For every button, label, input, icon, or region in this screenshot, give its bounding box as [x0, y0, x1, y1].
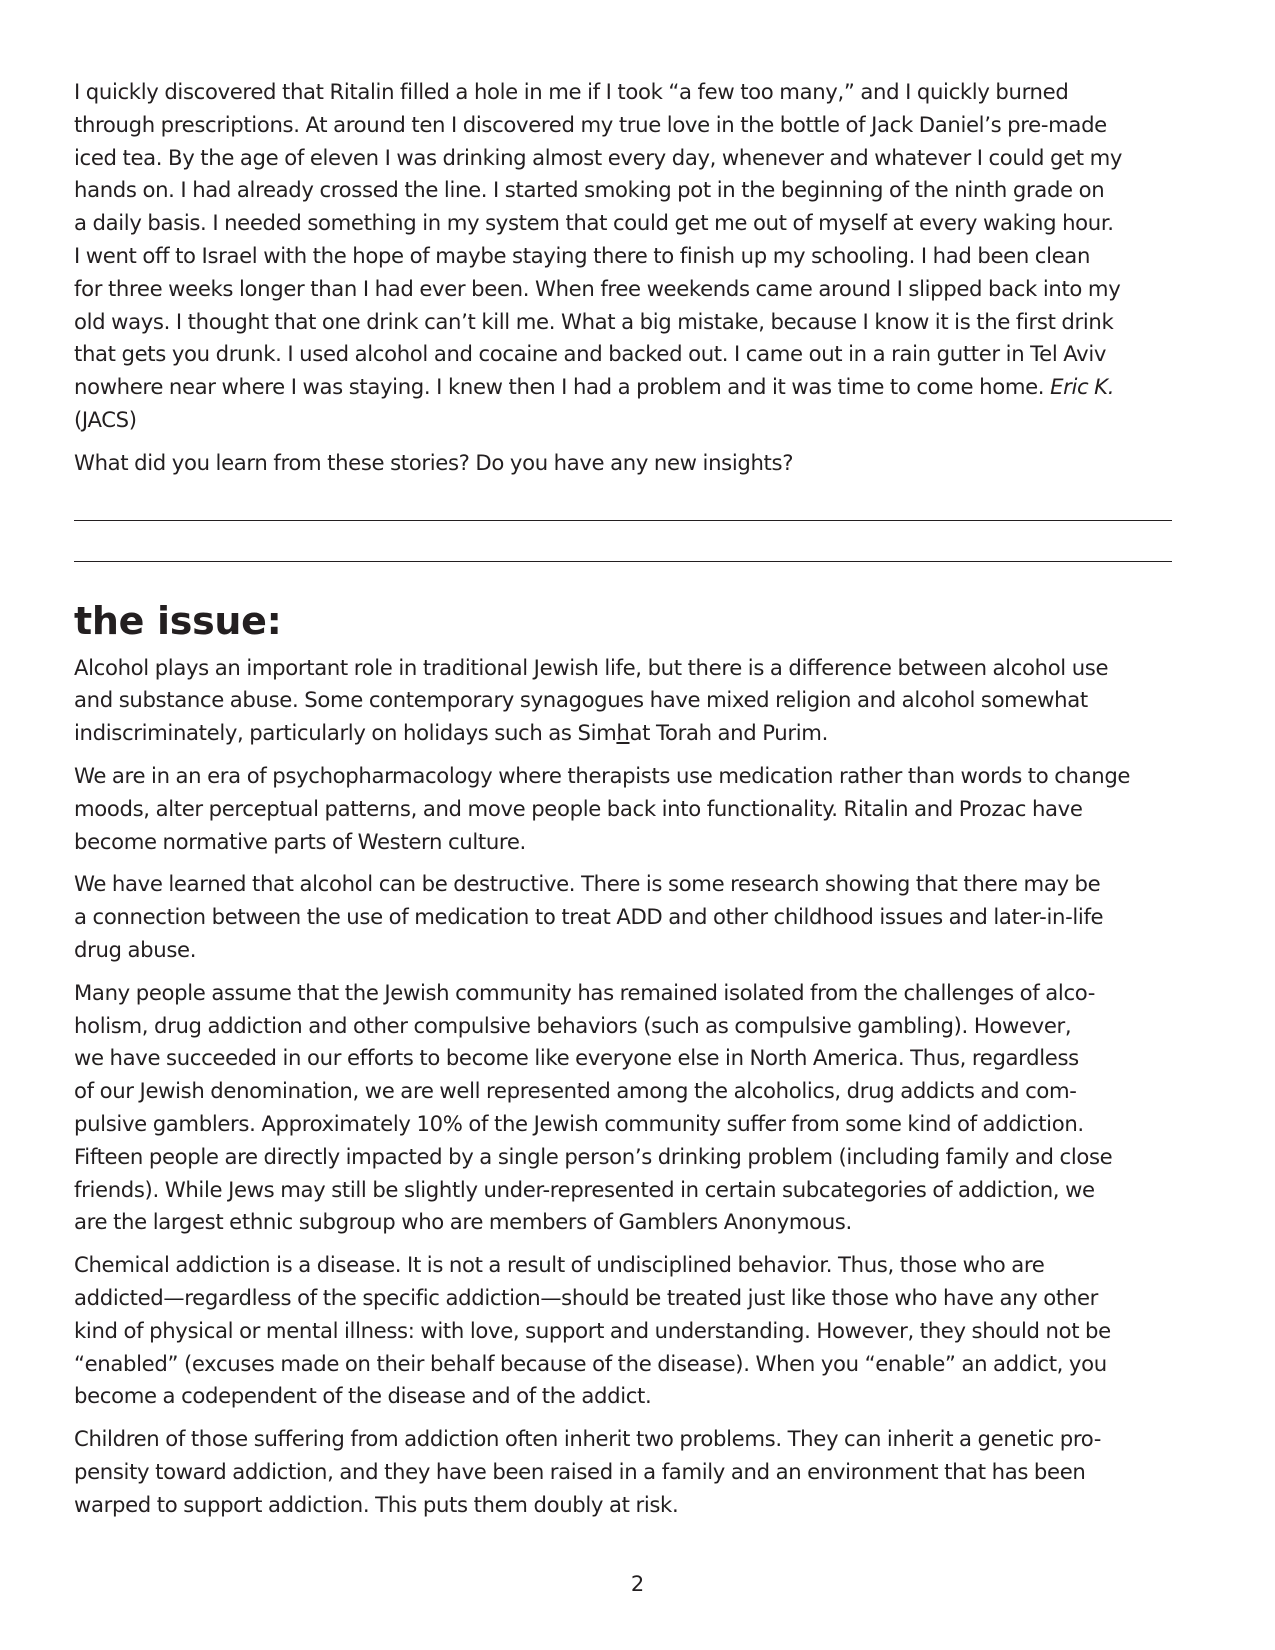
text-line: through prescriptions. At around ten I discovered my true love in the bottle of Jack Daniel’s pre-made [74, 111, 1107, 137]
text-line: and substance abuse. Some contemporary synagogues have mixed religion and alcohol somewhat [74, 687, 1088, 713]
text-line: of our Jewish denomination, we are well represented among the alcoholics, drug addicts and com- [74, 1078, 1077, 1104]
text-line: pensity toward addiction, and they have been raised in a family and an environment that has been [74, 1458, 1086, 1484]
text-line: hands on. I had already crossed the line. I started smoking pot in the beginning of the ninth grade on [74, 177, 1105, 203]
story-source: (JACS) [74, 406, 137, 432]
document-page [74, 76, 1204, 1521]
text-line: Many people assume that the Jewish community has remained isolated from the challenges of alco- [74, 979, 1096, 1005]
issue-paragraph [74, 977, 1204, 1239]
text-line [74, 371, 1204, 404]
answer-line[interactable] [74, 520, 1172, 521]
issue-paragraph [74, 1249, 1204, 1413]
text-line: are the largest ethnic subgroup who are members of Gamblers Anonymous. [74, 1209, 852, 1235]
underlined-letter: h [616, 720, 630, 746]
text-line: pulsive gamblers. Approximately 10% of the Jewish community suffer from some kind of addiction. [74, 1110, 1084, 1136]
section-heading: the issue: [74, 598, 282, 643]
text-line: Chemical addiction is a disease. It is not a result of undisciplined behavior. Thus, those who are [74, 1252, 1045, 1278]
text-line: Fifteen people are directly impacted by a single person’s drinking problem (including family and close [74, 1143, 1113, 1169]
issue-paragraph [74, 1423, 1204, 1521]
text-line: holism, drug addiction and other compulsive behaviors (such as compulsive gambling). However, [74, 1012, 1072, 1038]
issue-paragraph [74, 868, 1204, 966]
text-line: addicted—regardless of the specific addiction—should be treated just like those who have any other [74, 1284, 1098, 1310]
issue-paragraph [74, 760, 1204, 858]
story-paragraph [74, 76, 1204, 437]
text-line: for three weeks longer than I had ever been. When free weekends came around I slipped back into my [74, 275, 1121, 301]
text-line: a connection between the use of medication to treat ADD and other childhood issues and later-in-life [74, 904, 1104, 930]
text-line: We have learned that alcohol can be destructive. There is some research showing that there may be [74, 871, 1101, 897]
text-segment: nowhere near where I was staying. I knew then I had a problem and it was time to come home. [74, 374, 1051, 400]
text-segment: indiscriminately, particularly on holidays such as Sim [74, 720, 617, 746]
answer-line[interactable] [74, 561, 1172, 562]
text-line: a daily basis. I needed something in my system that could get me out of myself at every waking hour. [74, 210, 1114, 236]
text-line: drug abuse. [74, 936, 197, 962]
text-line: I went off to Israel with the hope of maybe staying there to finish up my schooling. I had been clean [74, 242, 1091, 268]
text-line: We are in an era of psychopharmacology where therapists use medication rather than words to change [74, 762, 1131, 788]
text-line: we have succeeded in our efforts to become like everyone else in North America. Thus, regardless [74, 1045, 1079, 1071]
text-line [74, 717, 1204, 750]
text-line: Children of those suffering from addiction often inherit two problems. They can inherit a genetic pro- [74, 1426, 1102, 1452]
text-line: warped to support addiction. This puts them doubly at risk. [74, 1491, 679, 1517]
story-author: Eric K. [1050, 374, 1115, 400]
text-line: that gets you drunk. I used alcohol and cocaine and backed out. I came out in a rain gutter in Tel Aviv [74, 341, 1107, 367]
text-line: iced tea. By the age of eleven I was drinking almost every day, whenever and whatever I could get my [74, 144, 1123, 170]
text-line: kind of physical or mental illness: with love, support and understanding. However, they should not be [74, 1317, 1111, 1343]
text-line: become normative parts of Western culture. [74, 828, 526, 854]
text-line: become a codependent of the disease and of the addict. [74, 1383, 652, 1409]
text-line: moods, alter perceptual patterns, and move people back into functionality. Ritalin and Prozac have [74, 795, 1083, 821]
issue-paragraph [74, 652, 1204, 750]
text-segment: at Torah and Purim. [629, 720, 828, 746]
text-line: Alcohol plays an important role in traditional Jewish life, but there is a difference between alcohol use [74, 654, 1109, 680]
reflection-question: What did you learn from these stories? Do you have any new insights? [74, 449, 794, 475]
text-line: I quickly discovered that Ritalin filled a hole in me if I took “a few too many,” and I quickly burned [74, 79, 1069, 104]
page-number: 2 [630, 1572, 645, 1596]
text-line: “enabled” (excuses made on their behalf because of the disease). When you “enable” an addict, you [74, 1350, 1107, 1376]
text-line: old ways. I thought that one drink can’t kill me. What a big mistake, because I know it is the first drink [74, 308, 1114, 334]
text-line: friends). While Jews may still be slightly under-represented in certain subcategories of addiction, we [74, 1176, 1095, 1202]
